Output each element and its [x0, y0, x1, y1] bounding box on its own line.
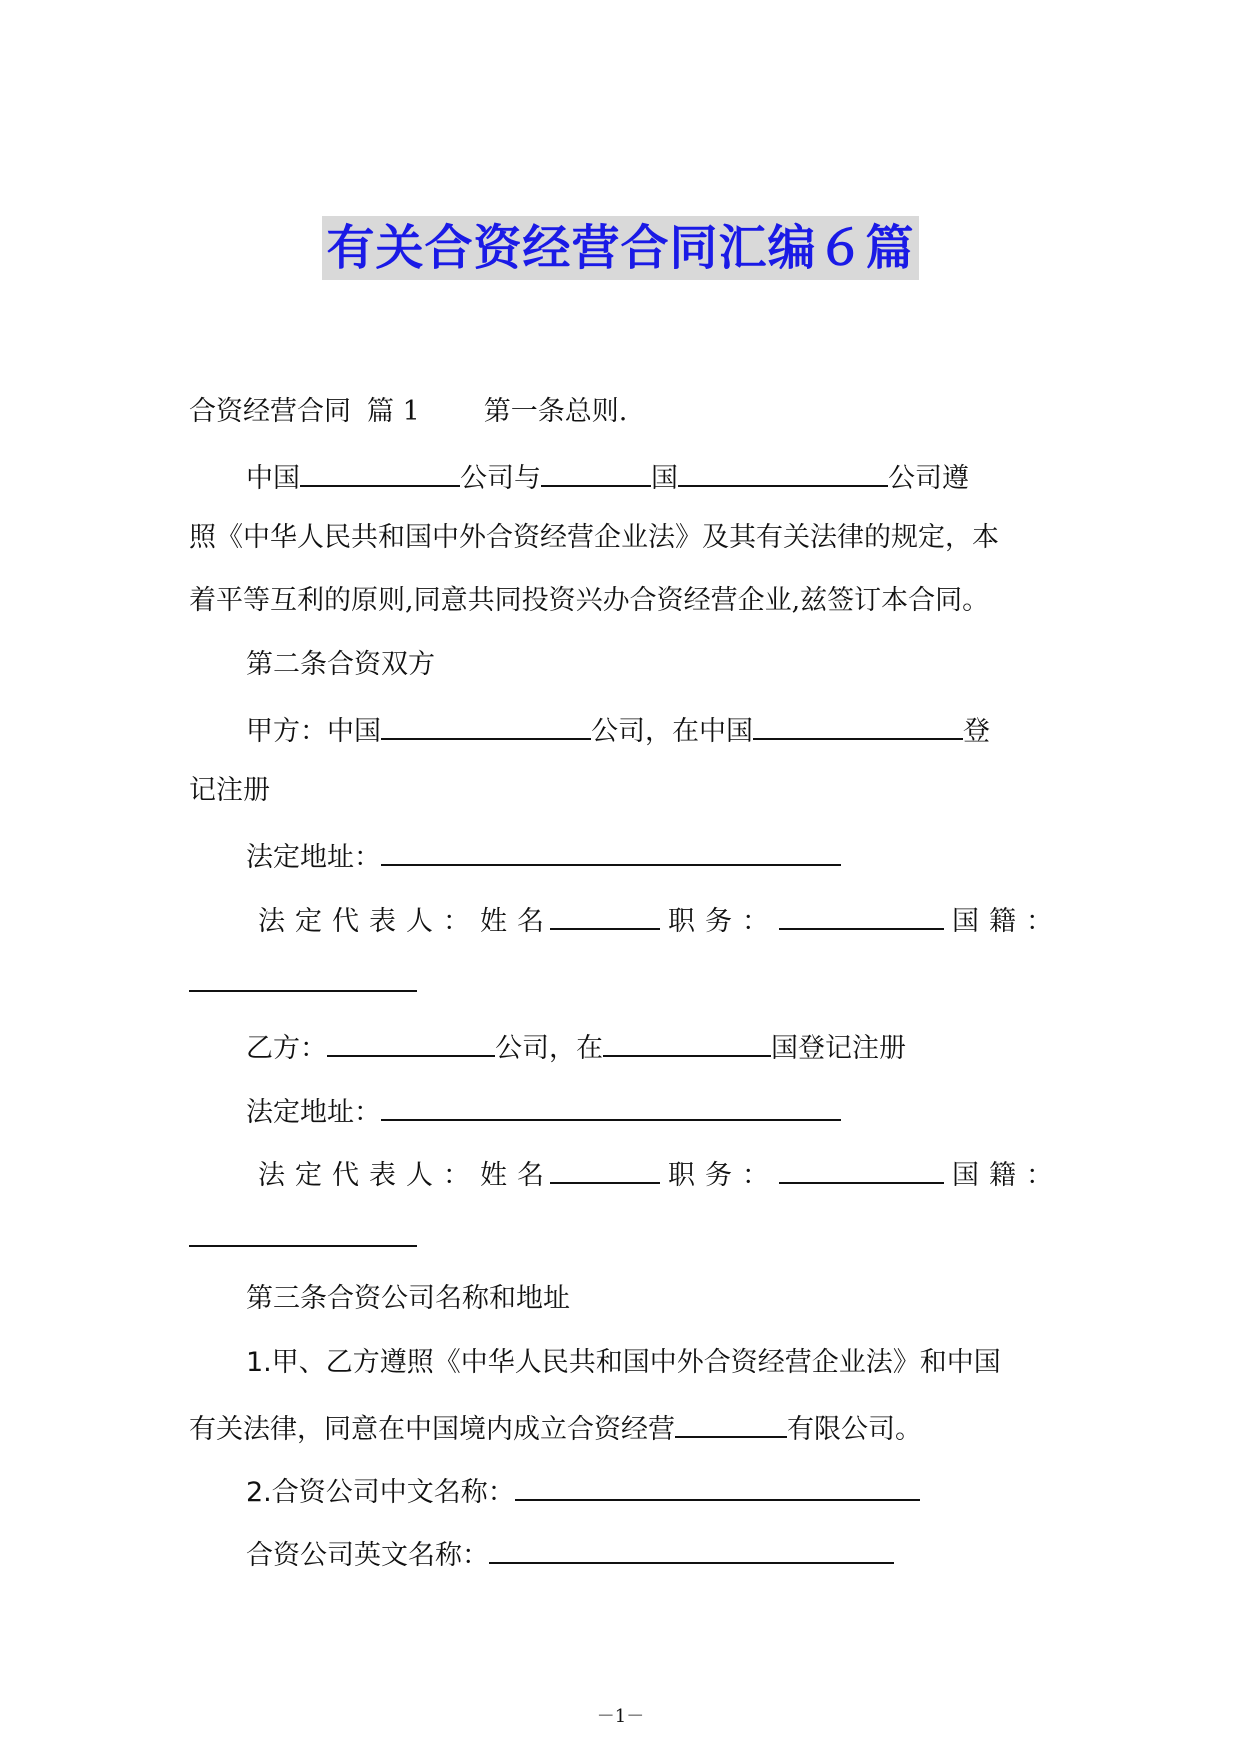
text: 公司，在中国	[591, 716, 753, 747]
text: 国籍：	[952, 906, 1063, 937]
blank-field	[381, 834, 841, 866]
legal-representative-line	[258, 898, 1063, 942]
text: 国	[651, 463, 678, 494]
legal-address-line	[246, 1089, 1116, 1133]
blank-field	[189, 1215, 417, 1247]
item-number: 1.	[246, 1347, 272, 1378]
text: 中国	[246, 463, 300, 494]
text: 法定地址：	[246, 1097, 381, 1128]
paragraph-line	[246, 1343, 1116, 1383]
title-wrap	[0, 216, 1241, 280]
text: 乙方：	[246, 1033, 327, 1064]
text: 国登记注册	[771, 1033, 906, 1064]
blank-field	[381, 708, 591, 740]
legal-representative-line	[258, 1152, 1063, 1196]
paragraph-line: 照《中华人民共和国中外合资经营企业法》及其有关法律的规定，本	[189, 522, 999, 553]
text: 职务：	[668, 906, 779, 937]
article-three-heading: 第三条合资公司名称和地址	[246, 1283, 570, 1314]
blank-field	[515, 1469, 920, 1501]
blank-field	[541, 455, 651, 487]
text: 登	[963, 716, 990, 747]
legal-address-line	[246, 834, 1116, 878]
paragraph-line	[189, 1406, 1059, 1450]
item-number: 2.	[246, 1477, 272, 1508]
text: 合资公司英文名称：	[246, 1540, 489, 1571]
document-title: 有关合资经营合同汇编６篇	[322, 216, 918, 280]
article-two-heading: 第二条合资双方	[246, 649, 435, 680]
blank-line	[189, 1215, 1059, 1259]
text: 甲方：中国	[246, 716, 381, 747]
chapter-label: 篇 1	[367, 396, 420, 427]
section-heading-line	[189, 392, 1059, 432]
text: 国籍：	[952, 1160, 1063, 1191]
blank-line	[189, 960, 1059, 1004]
text: 有关法律，同意在中国境内成立合资经营	[189, 1414, 675, 1445]
english-name-line	[246, 1532, 1116, 1576]
blank-field	[753, 708, 963, 740]
blank-field	[189, 960, 417, 992]
blank-field	[779, 1152, 944, 1184]
party-b-line	[246, 1025, 1116, 1069]
blank-field	[381, 1089, 841, 1121]
article-one-heading: 第一条总则.	[483, 396, 628, 427]
blank-field	[779, 898, 944, 930]
text: 公司遵	[888, 463, 969, 494]
blank-field	[550, 898, 660, 930]
paragraph-line: 着平等互利的原则,同意共同投资兴办合资经营企业,兹签订本合同。	[189, 585, 990, 616]
page-number: －1－	[596, 1706, 645, 1727]
text: 公司，在	[495, 1033, 603, 1064]
party-a-line	[246, 708, 1059, 752]
text: 甲、乙方遵照《中华人民共和国中外合资经营企业法》和中国	[271, 1347, 1001, 1378]
contract-name: 合资经营合同	[189, 396, 351, 427]
blank-field	[489, 1532, 894, 1564]
text: 有限公司。	[787, 1414, 922, 1445]
paragraph-line: 记注册	[189, 775, 270, 806]
text: 合资公司中文名称：	[271, 1477, 515, 1508]
text: 法定代表人：姓名	[258, 1160, 554, 1191]
blank-field	[327, 1025, 495, 1057]
blank-field	[300, 455, 460, 487]
text: 法定代表人：姓名	[258, 906, 554, 937]
paragraph-line	[246, 455, 1059, 499]
blank-field	[550, 1152, 660, 1184]
blank-field	[603, 1025, 771, 1057]
blank-field	[675, 1406, 787, 1438]
text: 公司与	[460, 463, 541, 494]
text: 法定地址：	[246, 842, 381, 873]
text: 职务：	[668, 1160, 779, 1191]
chinese-name-line	[246, 1469, 1116, 1513]
blank-field	[678, 455, 888, 487]
